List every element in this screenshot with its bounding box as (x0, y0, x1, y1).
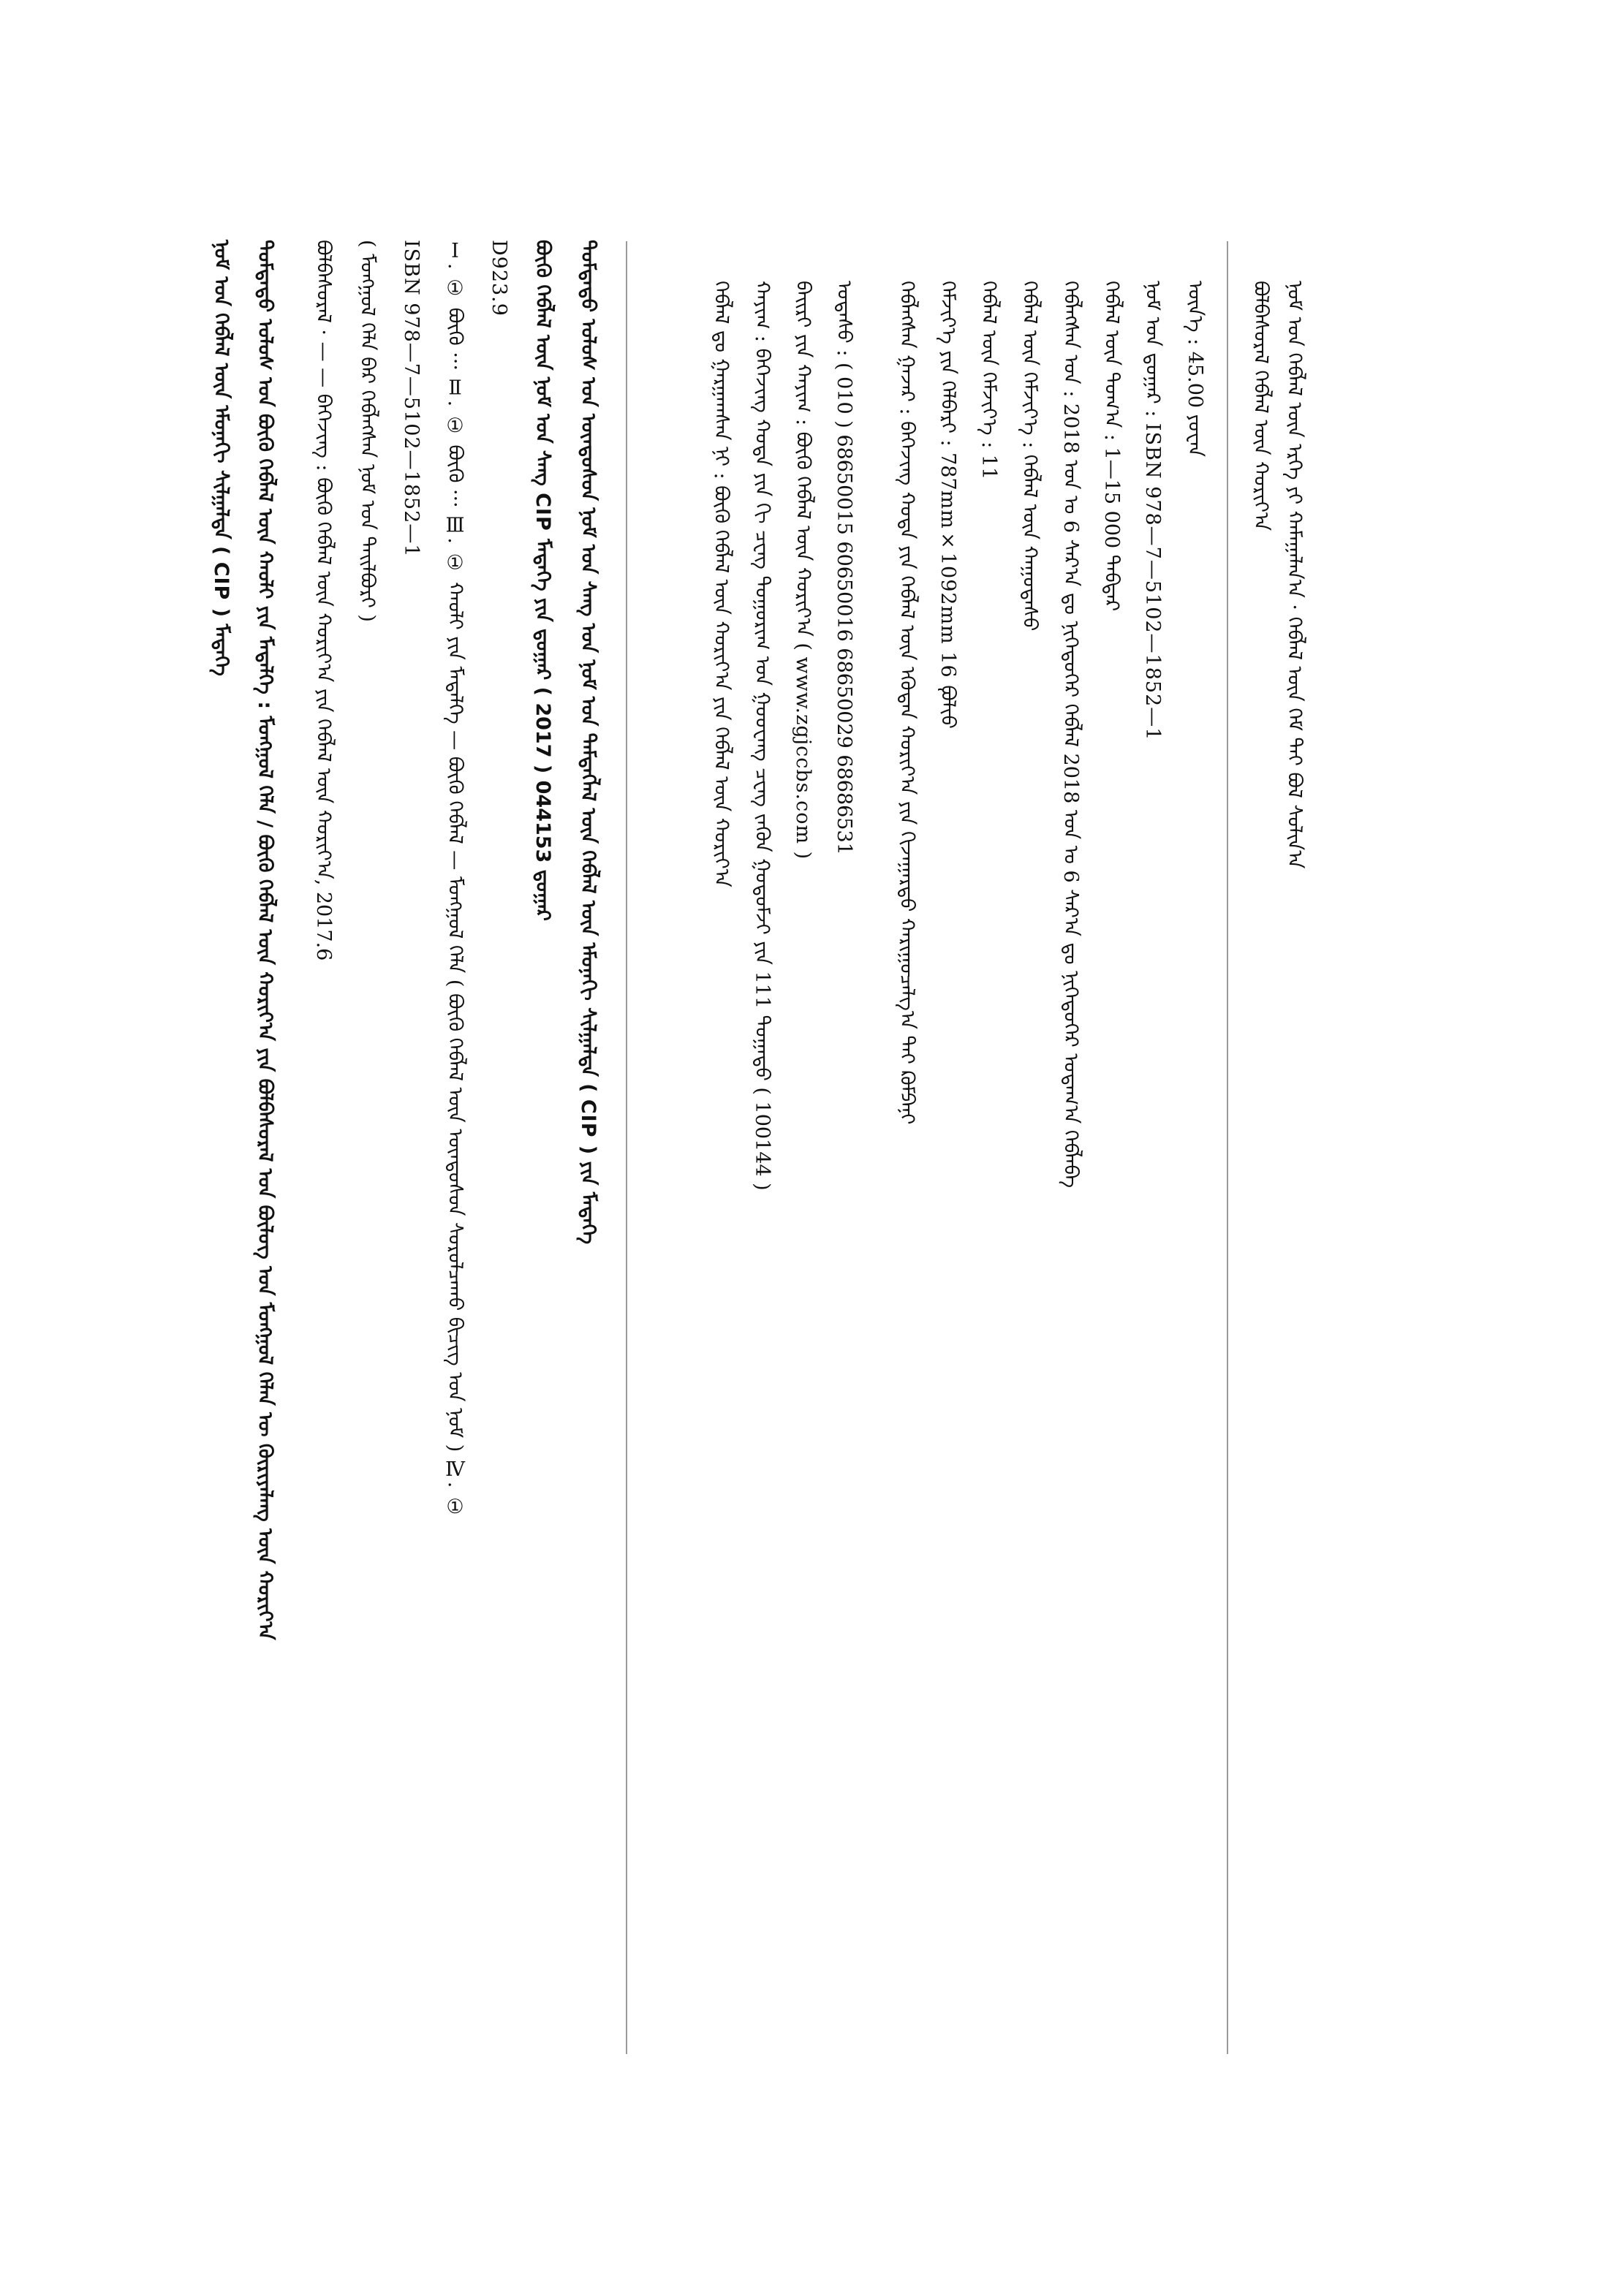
cip-series-line: ᠳᠤᠮᠳᠠᠳᠤ ᠤᠯᠤᠰ ᠤᠨ ᠪᠦᠬᠦ ᠬᠡᠪᠯᠡᠯ ᠦᠨ ᠬᠠᠤᠯᠢ ᠶᠢᠨ ᠮᠡᠳᠡᠯᠭᠡ : ᠮᠣᠩᠭᠣᠯ ᠬᠡᠯᠡ / ᠪᠦᠬᠦ ᠬᠡᠪᠯᠡᠯ ᠦᠨ ᠬᠣᠷᠢᠶ᠎ᠠ ᠶᠢᠨ ᠪᠣᠯᠪᠠᠰᠤᠷᠠᠯ ᠤᠨ ᠪᠦᠯᠦᠭ ᠤᠨ ᠮᠣᠩᠭᠣᠯ ᠬᠡᠯᠡᠨ ᠦ ᠬᠦᠷᠢᠶᠡᠯᠡᠩ ᠦᠨ ᠬᠣᠷᠢᠶ᠎ᠠ (254, 240, 276, 1640)
subject-headings: Ⅰ. ① ᠪᠦᠬᠦ ··· Ⅱ. ① ᠪᠦᠬᠦ ··· Ⅲ. ① ᠬᠠᠤᠯᠢ ᠶᠢᠨ ᠮᠡᠳᠡᠯᠭᠡ — ᠪᠦᠬᠦ ᠬᠡᠪᠯᠡᠯ — ᠮᠣᠩᠭᠣᠯ ᠬᠡᠯᠡ ( ᠪᠦᠬᠦ ᠬᠡᠪᠯᠡᠯ ᠦᠨ ᠦᠨᠳᠦᠰᠦᠨ ᠰᠤᠷᠤᠯᠴᠠᠬᠤ ᠪᠢᠴᠢᠭ ᠤᠨ ᠨᠣᠮ ) Ⅳ. ① (444, 240, 466, 1520)
cip-publisher-line: ᠪᠣᠯᠪᠠᠰᠤᠷᠠᠯ · — — ᠪᠡᠭᠡᠵᠢᠩ : ᠪᠦᠬᠦ ᠬᠡᠪᠯᠡᠯ ᠦᠨ ᠬᠣᠷᠢᠶ᠎ᠠ ᠶᠢᠨ ᠬᠡᠪᠯᠡᠯ ᠦᠨ ᠬᠣᠷᠢᠶ᠎ᠠ, 2017.6 (312, 240, 335, 961)
print-run-line: ᠬᠡᠪᠯᠡᠯ ᠦᠨ ᠲᠣᠭ᠎ᠠ : 1—15 000 ᠳᠡᠪᠲᠡᠷ (1100, 281, 1123, 612)
format-line: ᠬᠡᠪᠯᠡᠯ ᠦᠨ ᠬᠡᠮᠵᠢᠶ᠎ᠡ : ᠬᠡᠪᠯᠡᠯ ᠦᠨ ᠬᠠᠭᠤᠳᠠᠰᠤ (1018, 281, 1041, 632)
divider-left (626, 241, 627, 2054)
class-code: D923.9 (488, 240, 510, 317)
publisher-line: ᠬᠡᠪᠯᠡᠯ ᠳᠤ ᠭᠠᠷᠭᠠᠭᠰᠠᠨ ᠨᠢ : ᠪᠦᠬᠦ ᠬᠡᠪᠯᠡᠯ ᠦᠨ ᠬᠣᠷᠢᠶ᠎ᠠ ᠶᠢᠨ ᠬᠡᠪᠯᠡᠯ ᠦᠨ ᠬᠣᠷᠢᠶ᠎ᠠ (710, 281, 733, 887)
phone-line: ᠤᠲᠠᠰᠤ : ( 010 ) 68650015 60650016 68650029 68686531 (833, 281, 855, 855)
divider-right (1227, 241, 1228, 2054)
website-line: ᠪᠠᠢᠷᠢ ᠶᠢᠨ ᠬᠠᠶᠢᠭ : ᠪᠦᠬᠦ ᠬᠡᠪᠯᠡᠯ ᠦᠨ ᠬᠣᠷᠢᠶ᠎ᠠ ( www.zgjccbs.com ) (792, 281, 814, 860)
sheets-line: ᠬᠡᠪᠯᠡᠯ ᠦᠨ ᠬᠡᠮᠵᠢᠶ᠎ᠡ : 11 (977, 281, 1000, 480)
isbn-line: ᠨᠣᠮ ᠤᠨ ᠳ᠋ᠤᠭᠠᠷ : ISBN 978—7—5102—1852—1 (1141, 281, 1164, 741)
imprint-line: ᠨᠣᠮ ᠤᠨ ᠬᠡᠪᠯᠡᠯ ᠦᠨ ᠡᠷᠬᠡ ᠶᠢ ᠬᠠᠮᠠᠭᠠᠯᠠᠨ᠎ᠠ · ᠬᠡᠪᠯᠡᠯ ᠦᠨ ᠭᠡᠮ ᠲᠡᠢ ᠪᠣᠯ ᠰᠣᠯᠢᠨ᠎ᠠ (1283, 281, 1306, 869)
printer-line: ᠬᠡᠪᠯᠡᠭᠰᠡᠨ ᠭᠠᠵᠠᠷ : ᠪᠡᠭᠡᠵᠢᠩ ᠬᠣᠳᠠ ᠶᠢᠨ ᠬᠡᠪᠯᠡᠯ ᠦᠨ ᠡᠭᠦᠳᠡᠨ ᠬᠣᠷᠢᠶ᠎ᠠ ᠶᠢᠨ ᠬᠢᠵᠠᠭᠠᠷᠲᠤ ᠬᠠᠷᠢᠭᠤᠴᠠᠯᠭ᠎ᠠ ᠲᠠᠢ ᠺᠣᠮᠫᠠᠨᠢ (896, 281, 918, 1125)
cip-heading: ᠳᠤᠮᠳᠠᠳᠤ ᠤᠯᠤᠰ ᠤᠨ ᠦᠨᠳᠦᠰᠦᠨ ᠨᠣᠮ ᠤᠨ ᠰᠠᠩ ᠤᠨ ᠨᠣᠮ ᠤᠨ ᠲᠡᠮᠳᠡᠭᠯᠡᠯ ᠦᠨ ᠬᠡᠪᠯᠡᠯ ᠦᠨ ᠡᠮᠦᠨᠡᠬᠢ ᠰᠢᠯᠭᠠᠯᠲᠠ ( CIP ) ᠶᠢᠨ ᠮᠡᠳᠡᠭᠡ (577, 240, 599, 1245)
price-line: ᠦᠨ᠎ᠡ : 45.00 ᠶᠤᠸᠠᠨ (1184, 281, 1206, 458)
edition-line: ᠬᠡᠪᠯᠡᠭᠰᠡᠨ ᠣᠨ : 2018 ᠣᠨ ᠤ 6 ᠰᠠᠷ᠎ᠠ ᠳᠤ ᠨᠢᠭᠡᠳᠦᠭᠡᠷ ᠬᠡᠪᠯᠡᠯ 2018 ᠣᠨ ᠤ 6 ᠰᠠᠷ᠎ᠠ ᠳᠤ ᠨᠢᠭᠡᠳᠦᠭᠡᠷ ᠤᠳᠠᠭ᠎ᠠ ᠬᠡᠪᠯᠡᠪᠡ (1059, 281, 1082, 1189)
cip-isbn: ISBN 978—7—5102—1852—1 (400, 240, 423, 558)
imprint-line: ᠪᠣᠯᠪᠠᠰᠤᠷᠠᠯ ᠬᠡᠪᠯᠡᠯ ᠦᠨ ᠬᠣᠷᠢᠶ᠎ᠠ (1249, 281, 1272, 531)
cip-series-line-2: ᠨᠣᠮ ᠤᠨ ᠬᠡᠪᠯᠡᠯ ᠦᠨ ᠡᠮᠦᠨᠡᠬᠢ ᠰᠢᠯᠭᠠᠯᠲᠠ ( CIP ) ᠮᠡᠳᠡᠭᠡ (210, 240, 232, 676)
cip-note: ( ᠮᠣᠩᠭᠣᠯ ᠬᠡᠯᠡ ᠪᠡᠷ ᠬᠡᠪᠯᠡᠭᠰᠡᠨ ᠨᠣᠮ ᠤᠨ ᠲᠠᠢᠯᠪᠤᠷᠢ ) (356, 240, 379, 622)
size-line: ᠬᠡᠮᠵᠢᠶ᠎ᠡ ᠶᠢᠨ ᠬᠡᠯᠪᠡᠷᠢ : 787mm×1092mm 16 ᠹᠣᠯᠢᠣ (937, 281, 959, 730)
cip-record-number: ᠪᠦᠬᠦ ᠬᠡᠪᠯᠡᠯ ᠦᠨ ᠨᠣᠮ ᠤᠨ ᠰᠠᠩ CIP ᠮᠡᠳᠡᠭᠡ ᠶᠢᠨ ᠳ᠋ᠤᠭᠠᠷ ( 2017 ) 044153 ᠳ᠋ᠤᠭᠠᠷ (531, 240, 554, 921)
address-line: ᠬᠠᠶᠢᠭ : ᠪᠡᠭᠡᠵᠢᠩ ᠬᠣᠳᠠ ᠶᠢᠨ ᠬᠢ ᠴᠧᠩ ᠲᠣᠭᠣᠷᠢᠭ ᠤᠨ ᠭᠤᠤᠸᠠᠩ ᠴᠧᠩ ᠵᠡᠭᠦᠨ ᠭᠤᠳᠤᠮᠵᠢ ᠶᠢᠨ 111 ᠲᠣᠭᠠᠲᠤ ( 100144 ) (751, 281, 773, 1191)
